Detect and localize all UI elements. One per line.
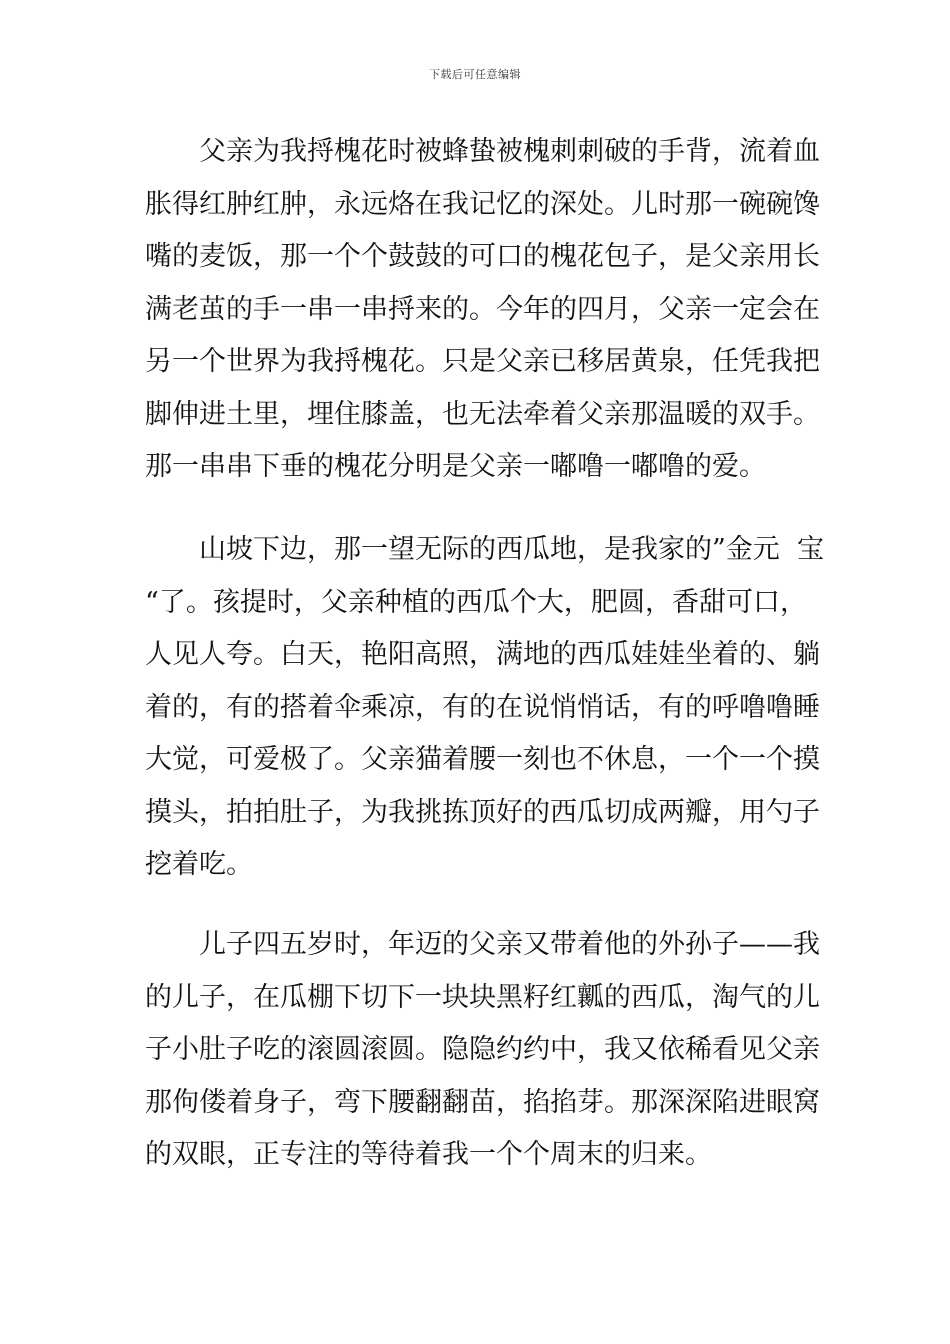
paragraph-line: 那一串串下垂的槐花分明是父亲一嘟噜一嘟噜的爱。 — [145, 451, 766, 482]
paragraph-line: 着的，有的搭着伞乘凉，有的在说悄悄话，有的呼噜噜睡 — [145, 691, 820, 723]
paragraph-line: 山坡下边，那一望无际的西瓜地，是我家的”金元 宝 — [199, 534, 824, 565]
paragraph-line: 摸头，拍拍肚子，为我挑拣顶好的西瓜切成两瓣，用勺子 — [145, 796, 820, 828]
paragraph-line: 子小肚子吃的滚圆滚圆。隐隐约约中，我又依稀看见父亲 — [145, 1034, 820, 1065]
paragraph-line: 另一个世界为我捋槐花。只是父亲已移居黄泉，任凭我把 — [145, 346, 820, 377]
paragraph-line: 胀得红肿红肿，永远烙在我记忆的深处。儿时那一碗碗馋 — [145, 188, 820, 220]
paragraph-line: 脚伸进土里，埋住膝盖，也无法牵着父亲那温暖的双手。 — [145, 398, 820, 430]
paragraph-line: 那佝偻着身子，弯下腰翻翻苗，掐掐芽。那深深陷进眼窝 — [145, 1086, 820, 1118]
paragraph-line: 大觉，可爱极了。父亲猫着腰一刻也不休息，一个一个摸 — [145, 744, 820, 775]
paragraph-line: 挖着吃。 — [145, 849, 253, 880]
paragraph-line: 的双眼，正专注的等待着我一个个周末的归来。 — [145, 1139, 712, 1170]
paragraph-1 — [145, 126, 820, 494]
paragraph-line: 儿子四五岁时，年迈的父亲又带着他的外孙子——我 — [199, 929, 820, 960]
paragraph-2 — [145, 524, 824, 892]
paragraph-line: 父亲为我捋槐花时被蜂蛰被槐刺刺破的手背，流着血 — [199, 136, 820, 167]
paragraph-line: 嘴的麦饭，那一个个鼓鼓的可口的槐花包子，是父亲用长 — [145, 241, 820, 272]
paragraph-3 — [145, 919, 820, 1182]
paragraph-line: 满老茧的手一串一串捋来的。今年的四月，父亲一定会在 — [145, 293, 820, 325]
paragraph-line: 的儿子，在瓜棚下切下一块块黑籽红瓤的西瓜，淘气的儿 — [145, 981, 820, 1013]
paragraph-line: “了。孩提时，父亲种植的西瓜个大，肥圆，香甜可口， — [145, 586, 807, 618]
page-header: 下载后可任意编辑 — [429, 68, 521, 81]
paragraph-line: 人见人夸。白天，艳阳高照，满地的西瓜娃娃坐着的、躺 — [145, 639, 820, 670]
